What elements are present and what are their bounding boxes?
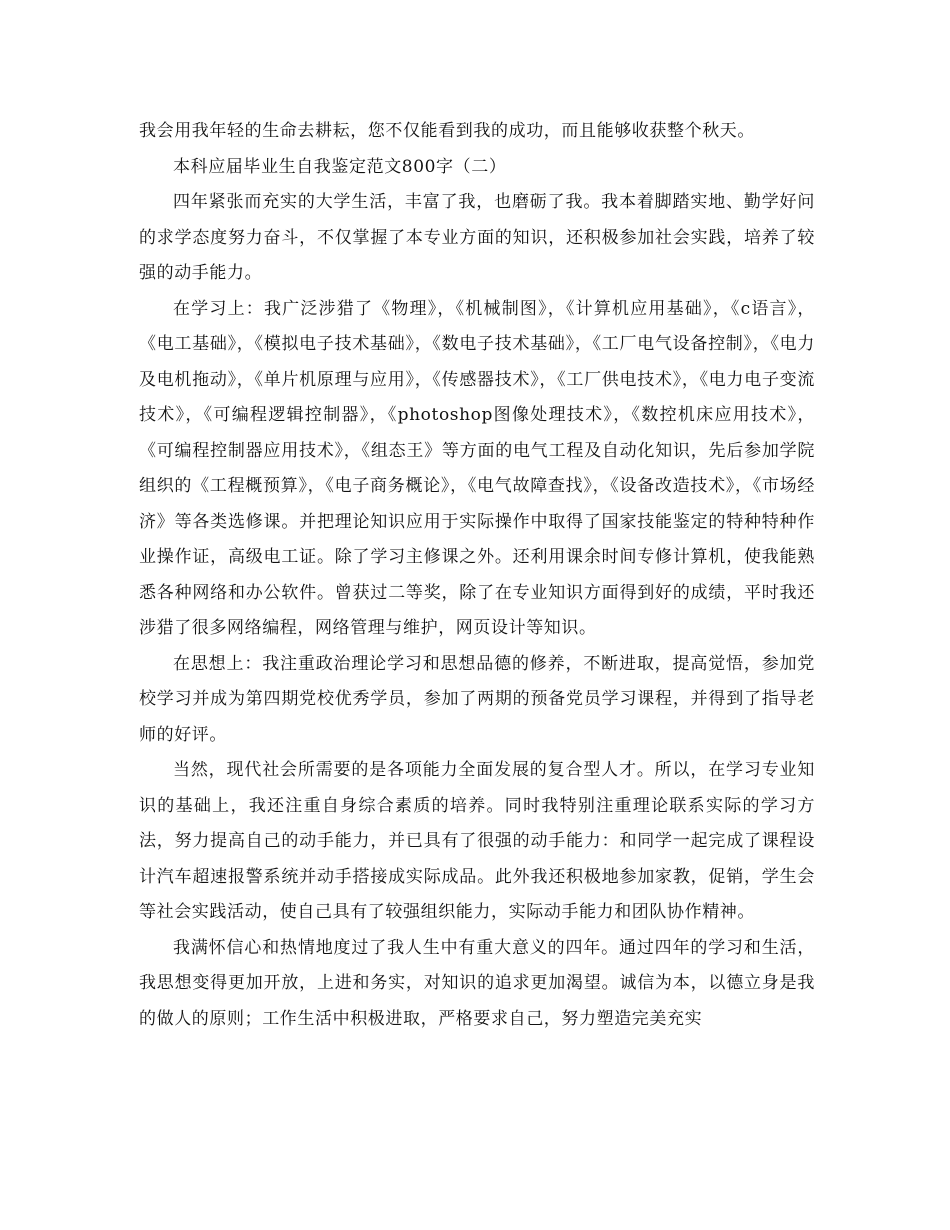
paragraph-thought: 在思想上：我注重政治理论学习和思想品德的修养，不断进取，提高觉悟，参加党校学习并成为第四期党校优秀学员，参加了两期的预备党员学习课程，并得到了指导老师的好评。 (139, 653, 815, 745)
paragraph-summary: 我满怀信心和热情地度过了我人生中有重大意义的四年。通过四年的学习和生活，我思想变得更加开放，上进和务实，对知识的追求更加渴望。诚信为本，以德立身是我的做人的原则；工作生活中积极进取，严格要求自己，努力塑造完美充实 (139, 937, 815, 1029)
paragraph-closing-line: 我会用我年轻的生命去耕耘，您不仅能看到我的成功，而且能够收获整个秋天。 (139, 121, 755, 141)
paragraph-study: 在学习上：我广泛涉猎了《物理》，《机械制图》，《计算机应用基础》，《c语言》，《电工基础》，《模拟电子技术基础》，《数电子技术基础》，《工厂电气设备控制》，《电力及电机拖动》，《单片机原理与应用》，《传感器技术》，《工厂供电技术》，《电力电子变流技术》，《可编程逻辑控制器》，《photoshop图像处理技术》，《数控机床应用技术》，《可编程控制器应用技术》，《组态王》等方面的电气工程及自动化知识，先后参加学院组织的《工程概预算》，《电子商务概论》，《电气故障查找》，《设备改造技术》，《市场经济》等各类选修课。并把理论知识应用于实际操作中取得了国家技能鉴定的特种特种作业操作证，高级电工证。除了学习主修课之外。还利用课余时间专修计算机，使我能熟悉各种网络和办公软件。曾获过二等奖，除了在专业知识方面得到好的成绩，平时我还涉猎了很多网络编程，网络管理与维护，网页设计等知识。 (139, 298, 815, 638)
paragraph-intro: 四年紧张而充实的大学生活，丰富了我，也磨砺了我。我本着脚踏实地、勤学好问的求学态度努力奋斗，不仅掌握了本专业方面的知识，还积极参加社会实践，培养了较强的动手能力。 (139, 192, 815, 283)
document-body (139, 114, 815, 1037)
paragraph-abilities: 当然，现代社会所需要的是各项能力全面发展的复合型人才。所以，在学习专业知识的基础上，我还注重自身综合素质的培养。同时我特别注重理论联系实际的学习方法，努力提高自己的动手能力，并已具有了很强的动手能力：和同学一起完成了课程设计汽车超速报警系统并动手搭接成实际成品。此外我还积极地参加家教，促销，学生会等社会实践活动，使自己具有了较强组织能力，实际动手能力和团队协作精神。 (139, 760, 815, 922)
section-heading: 本科应届毕业生自我鉴定范文800字（二） (173, 156, 507, 177)
